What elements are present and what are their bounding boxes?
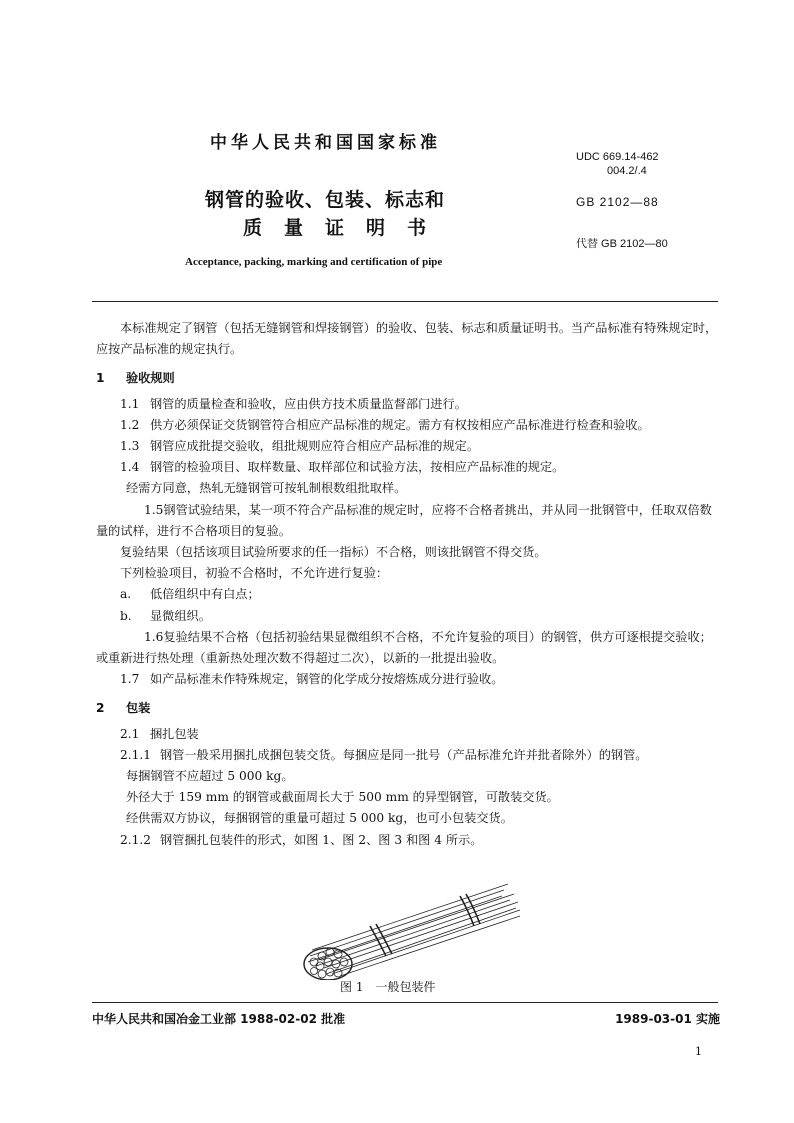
clause-number: 1.6: [144, 629, 164, 644]
list-item-a: [96, 584, 721, 605]
document-body: [96, 318, 721, 851]
clause-number: 1.1: [120, 396, 140, 411]
figure-1-caption: 图 1 一般包装件: [340, 980, 436, 994]
clause-2-1-1: [96, 745, 721, 766]
clause-number: 1.2: [120, 417, 140, 432]
doc-title-line1: 钢管的验收、包装、标志和: [205, 189, 446, 211]
doc-title-english: Acceptance, packing, marking and certification of pipe: [185, 256, 443, 268]
clause-text: 供方必须保证交货钢管符合相应产品标准的规定。需方有权按相应产品标准进行检查和验收。: [150, 417, 650, 432]
intro-paragraph: 本标准规定了钢管（包括无缝钢管和焊接钢管）的验收、包装、标志和质量证明书。当产品标准有特殊规定时，应按产品标准的规定执行。: [96, 321, 718, 357]
clause-number: 2.1.1: [120, 747, 152, 762]
item-text: 显微组织。: [150, 608, 211, 623]
approval-line: 中华人民共和国冶金工业部 1988-02-02 批准: [92, 1012, 346, 1026]
clause-1-6: [96, 627, 721, 669]
clause-text: 钢管捆扎包装件的形式，如图 1、图 2、图 3 和图 4 所示。: [160, 832, 483, 847]
clause-text: 复验结果不合格（包括初验结果显微组织不合格，不允许复验的项目）的钢管，供方可逐根提交验收；或重新进行热处理（重新热处理次数不得超过二次），以新的一批提出验收。: [96, 629, 712, 666]
clause-2-1: [96, 724, 721, 745]
udc-code-line2: 004.2/.4: [607, 165, 647, 177]
clause-number: 1.3: [120, 439, 140, 454]
clause-1-5: [96, 500, 721, 542]
udc-code-line1: UDC 669.14-462: [576, 151, 659, 163]
clause-number: 1.7: [120, 672, 140, 687]
doc-title-line2: 质量证明书: [243, 217, 449, 239]
effective-date: 1989-03-01 实施: [615, 1012, 720, 1026]
section-title: 验收规则: [126, 371, 175, 386]
section-number: 2: [96, 701, 105, 716]
clause-2-1-1-bulk: 外径大于 159 mm 的钢管或截面周长大于 500 mm 的异型钢管，可散装交货。: [126, 790, 559, 805]
section-1-heading: [96, 368, 721, 389]
clause-number: 1.4: [120, 460, 140, 475]
clause-text: 钢管应成批提交验收，组批规则应符合相应产品标准的规定。: [150, 439, 480, 454]
clause-1-4: [96, 457, 721, 478]
gb-code: GB 2102—88: [576, 195, 659, 209]
header-rule: [92, 301, 718, 302]
clause-text: 钢管的质量检查和验收，应由供方技术质量监督部门进行。: [150, 396, 467, 411]
footer-rule: [92, 1002, 718, 1003]
clause-number: 2.1.2: [120, 832, 152, 847]
clause-2-1-2: [96, 830, 721, 851]
clause-text: 捆扎包装: [150, 726, 199, 741]
clause-2-1-1-weight: 每捆钢管不应超过 5 000 kg。: [126, 769, 294, 784]
item-letter: a.: [120, 587, 132, 602]
list-item-b: [96, 606, 721, 627]
item-letter: b.: [120, 608, 132, 623]
clause-number: 2.1: [120, 726, 140, 741]
clause-text: 如产品标准未作特殊规定，钢管的化学成分按熔炼成分进行验收。: [150, 672, 504, 687]
clause-1-5-retest: 复验结果（包括该项目试验所要求的任一指标）不合格，则该批钢管不得交货。: [120, 545, 547, 560]
clause-1-2: [96, 415, 721, 436]
clause-1-1: [96, 394, 721, 415]
replaces-code: 代替 GB 2102—80: [576, 238, 668, 250]
section-2-heading: [96, 698, 721, 719]
pipe-bundle-illustration: [298, 880, 528, 980]
section-title: 包装: [126, 701, 151, 716]
item-text: 低倍组织中有白点；: [150, 587, 260, 602]
clause-text: 钢管试验结果，某一项不符合产品标准的规定时，应将不合格者挑出，并从同一批钢管中，任取双倍数量的试样，进行不合格项目的复验。: [96, 502, 712, 538]
clause-1-5-norerest: 下列检验项目，初验不合格时，不允许进行复验：: [120, 566, 389, 581]
clause-1-7: [96, 669, 721, 690]
clause-1-4-note: 经需方同意，热轧无缝钢管可按轧制根数组批取样。: [126, 481, 407, 496]
clause-text: 钢管的检验项目、取样数量、取样部位和试验方法，按相应产品标准的规定。: [150, 460, 565, 475]
standard-org-title: 中华人民共和国国家标准: [210, 133, 441, 153]
clause-number: 1.5: [144, 502, 164, 517]
clause-text: 钢管一般采用捆扎成捆包装交货。每捆应是同一批号（产品标准允许并批者除外）的钢管。: [160, 747, 648, 762]
page-number: 1: [695, 1045, 702, 1058]
section-number: 1: [96, 371, 105, 386]
clause-1-3: [96, 436, 721, 457]
clause-2-1-1-agreement: 经供需双方协议，每捆钢管的重量可超过 5 000 kg，也可小包装交货。: [126, 811, 513, 826]
